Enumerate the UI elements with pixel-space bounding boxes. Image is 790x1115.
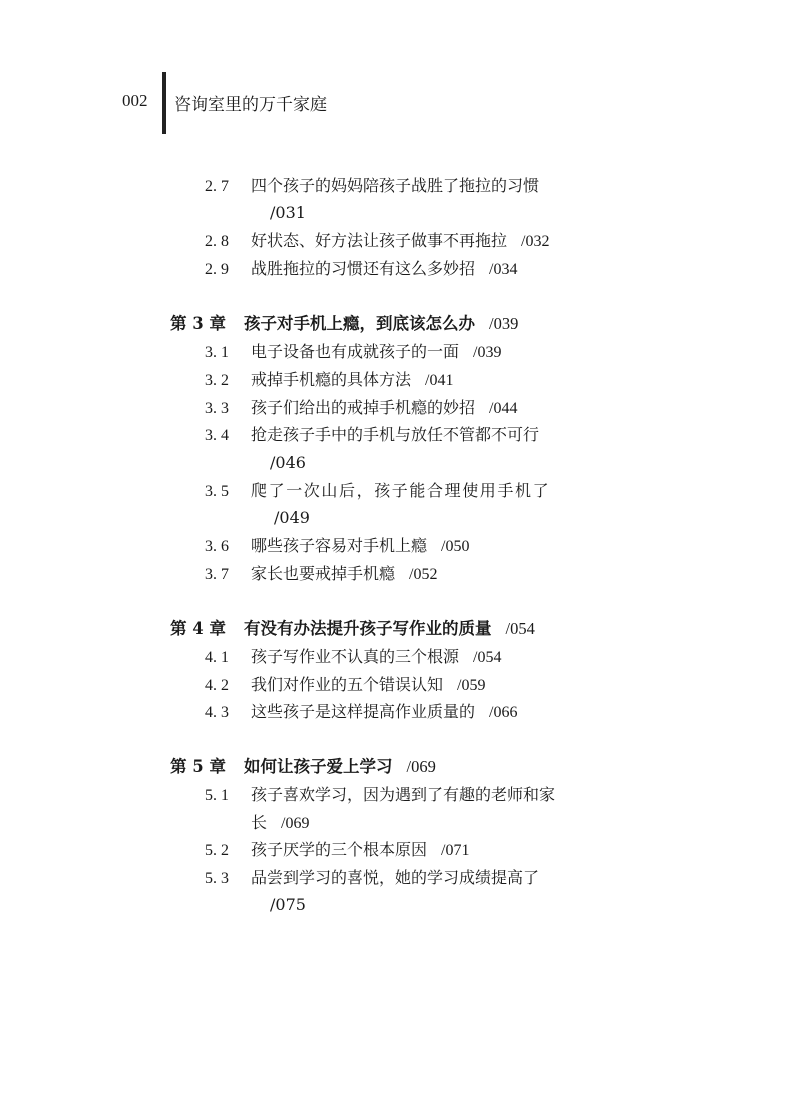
- section-title: 好状态、好方法让孩子做事不再拖拉: [251, 231, 508, 250]
- section-number: 2. 7: [205, 178, 229, 195]
- chapter-label: 第 3 章: [170, 314, 226, 333]
- chapter-label: 第 5 章: [170, 757, 226, 776]
- section-title: 孩子们给出的戒掉手机瘾的妙招: [251, 398, 476, 417]
- toc-entry-5-1[interactable]: [205, 785, 555, 806]
- page-ref: /071: [441, 842, 470, 859]
- section-title: 爬了一次山后，孩子能合理使用手机了: [251, 481, 551, 500]
- toc-entry-3-1[interactable]: [205, 342, 501, 363]
- toc-entry-2-8[interactable]: [205, 231, 549, 252]
- page-ref: /044: [489, 400, 518, 417]
- page-ref: /046: [270, 453, 306, 472]
- section-number: 2. 9: [205, 261, 229, 278]
- toc-entry-3-7[interactable]: [205, 564, 437, 585]
- chapter-title: 孩子对手机上瘾，到底该怎么办: [244, 314, 475, 333]
- toc-entry-5-1-cont: [251, 813, 309, 834]
- page-ref: /052: [409, 566, 438, 583]
- page-ref: /039: [473, 344, 502, 361]
- section-title: 哪些孩子容易对手机上瘾: [251, 536, 428, 555]
- page-ref: /050: [441, 538, 470, 555]
- section-number: 4. 1: [205, 649, 229, 666]
- toc-entry-3-2[interactable]: [205, 370, 453, 391]
- toc-chapter-3[interactable]: [170, 314, 518, 334]
- toc-entry-4-3[interactable]: [205, 702, 517, 723]
- section-number: 3. 4: [205, 427, 229, 444]
- page-ref: /039: [489, 314, 519, 333]
- toc-chapter-5[interactable]: [170, 757, 436, 777]
- section-title: 戒掉手机瘾的具体方法: [251, 370, 412, 389]
- toc-page-2-7: [270, 203, 306, 223]
- book-title: 咨询室里的万千家庭: [174, 95, 327, 115]
- section-number: 5. 2: [205, 842, 229, 859]
- section-number: 3. 1: [205, 344, 229, 361]
- section-number: 5. 3: [205, 870, 229, 887]
- toc-entry-3-5[interactable]: [205, 481, 550, 502]
- section-number: 2. 8: [205, 233, 229, 250]
- section-title: 孩子厌学的三个根本原因: [251, 840, 428, 859]
- section-title: 电子设备也有成就孩子的一面: [251, 342, 460, 361]
- section-title: 品尝到学习的喜悦，她的学习成绩提高了: [251, 868, 540, 887]
- section-number: 3. 6: [205, 538, 229, 555]
- toc-entry-2-9[interactable]: [205, 259, 517, 280]
- toc-entry-5-3[interactable]: [205, 868, 539, 889]
- page-ref: /066: [489, 704, 518, 721]
- page-ref: /059: [457, 677, 486, 694]
- page-ref: /041: [425, 372, 454, 389]
- page-ref: /075: [270, 895, 306, 914]
- chapter-title: 如何让孩子爱上学习: [244, 757, 393, 776]
- toc-page-5-3: [270, 895, 306, 915]
- page-ref: /054: [505, 619, 535, 638]
- toc-entry-3-3[interactable]: [205, 398, 517, 419]
- section-title: 抢走孩子手中的手机与放任不管都不可行: [251, 425, 540, 444]
- toc-entry-4-1[interactable]: [205, 647, 501, 668]
- section-title: 战胜拖拉的习惯还有这么多妙招: [251, 259, 476, 278]
- toc-page-3-4: [270, 453, 306, 473]
- section-number: 5. 1: [205, 787, 229, 804]
- section-title: 孩子写作业不认真的三个根源: [251, 647, 460, 666]
- section-title: 这些孩子是这样提高作业质量的: [251, 702, 476, 721]
- section-title: 四个孩子的妈妈陪孩子战胜了拖拉的习惯: [251, 176, 540, 195]
- section-title: 家长也要戒掉手机瘾: [251, 564, 396, 583]
- section-title-cont: 长: [251, 813, 268, 832]
- page-ref: /069: [281, 815, 310, 832]
- page-ref: /031: [270, 203, 306, 222]
- toc-entry-5-2[interactable]: [205, 840, 469, 861]
- section-number: 3. 5: [205, 483, 229, 500]
- toc-entry-2-7[interactable]: [205, 176, 539, 197]
- section-title: 我们对作业的五个错误认知: [251, 675, 444, 694]
- page-ref: /069: [406, 757, 436, 776]
- header-divider: [162, 72, 166, 134]
- section-number: 3. 3: [205, 400, 229, 417]
- chapter-label: 第 4 章: [170, 619, 226, 638]
- chapter-title: 有没有办法提升孩子写作业的质量: [244, 619, 492, 638]
- page-number: 002: [122, 91, 148, 110]
- page-ref: /034: [489, 261, 518, 278]
- toc-entry-3-4[interactable]: [205, 425, 539, 446]
- toc-entry-4-2[interactable]: [205, 675, 485, 696]
- section-number: 4. 2: [205, 677, 229, 694]
- section-number: 3. 7: [205, 566, 229, 583]
- page-ref: /054: [473, 649, 502, 666]
- toc-chapter-4[interactable]: [170, 619, 535, 639]
- page-ref: /032: [521, 233, 550, 250]
- section-title: 孩子喜欢学习，因为遇到了有趣的老师和家: [251, 785, 556, 804]
- toc-page-3-5: [274, 508, 310, 528]
- toc-entry-3-6[interactable]: [205, 536, 469, 557]
- page-ref: /049: [274, 508, 310, 527]
- section-number: 3. 2: [205, 372, 229, 389]
- section-number: 4. 3: [205, 704, 229, 721]
